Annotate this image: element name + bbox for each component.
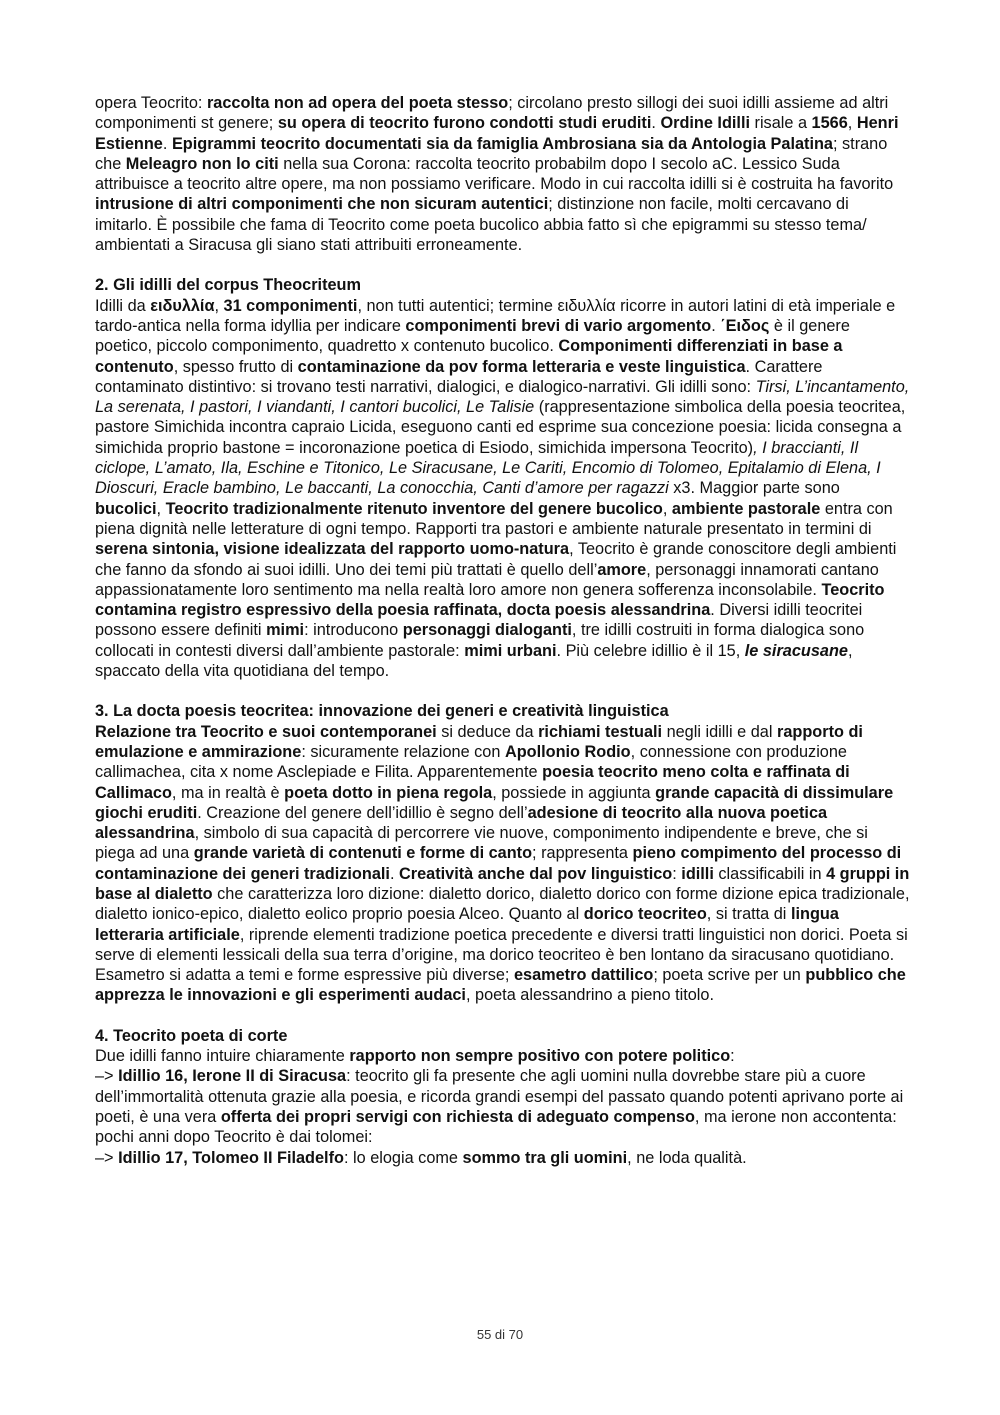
text-run: : [730,1047,735,1066]
italic-text-run: , I braccianti, Il ciclope, L’amato, Ila, Eschine e Titonico, Le Siracusane, Le Cariti, Encomio di Tolomeo, Epitalamio di Elena, I Dioscuri, Eracle bambino, Le baccanti, La conocchia, Canti d’amore per ragazzi [95,438,881,498]
bold-text-run: Epigrammi teocrito documentati sia da famiglia Ambrosiana sia da Antologia Palatina [171,134,833,153]
text-run: . [389,864,399,883]
text-run: ; rappresenta [532,844,633,863]
bold-text-run: pieno compimento del processo di contaminazione dei generi tradizionali [95,844,902,883]
document-page [95,93,910,1168]
section-docta-poesis [95,701,910,1005]
text-run: , simbolo di sua capacità di percorrere vie nuove, componimento indipendente e breve, che si piega ad una [95,824,868,863]
text-run: , non tutti autentici; termine ειδυλλία ricorre in autori latini di età imperiale e tardo-antica nella forma idyllia per indicare [95,296,896,335]
text-run: , riprende elementi tradizione poetica precedente e diversi tratti linguistici non dorici. Poeta si serve di elementi lessicali della sua terra d’origine, ma dorico teocriteo è ben lontano da siracusano quotidiano. Esametro si adatta a temi e forme espressive più diverse; [95,925,908,985]
bold-text-run: esametro dattilico [513,966,654,985]
bold-text-run: rapporto non sempre positivo con potere politico [349,1047,731,1066]
text-run: , si tratta di [706,905,791,924]
section-paragraph [95,296,910,682]
bold-text-run: 4 gruppi in base al dialetto [95,864,910,903]
text-run: Idilli da [95,296,151,315]
text-run: , tre idilli costruiti in forma dialogica sono collocati in contesti diversi dall’ambiente pastorale: [95,621,865,660]
text-run: : teocrito gli fa presente che agli uomini nulla dovrebbe stare più a cuore dell’immortalità ottenuta grazie alla poesia, e ricorda grandi esempi del passato quando potenti aprivano porte ai poeti, è una vera [95,1067,904,1126]
bold-text-run: mimi [266,621,305,640]
text-run: ; distinzione non facile, molti cercavano di imitarlo. È possibile che fama di Teocrito come poeta bucolico abbia fatto sì che epigrammi su stesso tema/ ambientati a Siracusa gli siano stati attribuiti erroneamente. [95,195,867,255]
text-run: ; circolano presto sillogi dei suoi idilli assieme ad altri componimenti st genere; [95,94,889,133]
section-title: 4. Teocrito poeta di corte [95,1026,288,1045]
bold-text-run: raccolta non ad opera del poeta stesso [206,94,509,112]
bold-text-run: amore [597,560,647,579]
bold-text-run: Henri Estienne [95,114,899,153]
bold-text-run: offerta dei propri servigi con richiesta di adeguato compenso [220,1107,695,1126]
text-run: : sicuramente relazione con [301,742,505,761]
text-run: risale a [750,114,812,133]
bold-text-run: su opera di teocrito furono condotti studi eruditi [277,114,652,133]
text-run: , spesso frutto di [173,357,298,376]
bold-text-run: personaggi dialoganti [402,621,572,640]
text-run: nella sua Corona: raccolta teocrito probabilm dopo I secolo aC. Lessico Suda attribuisce a teocrito altre opere, ma non possiamo verificare. Modo in cui raccolta idilli si è costruita ha favorito [95,154,894,194]
text-run: , poeta alessandrino a pieno titolo. [465,986,714,1005]
text-run: che caratterizza loro dizione: dialetto dorico, dialetto dorico con forme dizione epica tradizionale, dialetto ionico-epico, dialetto eolico proprio poesia Alceo. Quanto al [95,884,910,924]
bold-text-run: bucolici [95,499,157,518]
section-paragraph [95,1046,910,1066]
bold-text-run: poeta dotto in piena regola [284,783,493,802]
bold-text-run: Ordine Idilli [660,114,750,133]
text-run: : [672,864,682,883]
section-poeta-di-corte [95,1026,910,1168]
text-run: ; poeta scrive per un [653,966,806,985]
text-run: , connessione con produzione callimachea, cita x nome Asclepiade e Filita. Apparentemente [95,742,847,782]
text-run: , spaccato della vita quotidiana del tempo. [95,641,853,681]
bold-text-run: ειδυλλία [150,296,215,315]
bold-text-run: Teocrito tradizionalmente ritenuto inventore del genere bucolico [165,499,663,518]
bold-text-run: Apollonio Rodio [504,742,631,761]
text-run: . Creazione del genere dell’idillio è segno dell’ [197,803,528,822]
bold-text-run: lingua letteraria artificiale [95,905,839,944]
bold-text-run: ΄Ειδος [720,316,770,335]
text-run: x3. Maggior parte sono [668,479,840,498]
text-run: , [847,114,857,133]
text-run: , personaggi innamorati cantano appassionatamente loro sentimento ma nella realtà loro amore non genera sofferenza inconsolabile. [95,560,879,599]
bold-text-run: richiami testuali [538,722,663,741]
bold-text-run: 31 componimenti [223,296,358,315]
bold-text-run: Meleagro non lo citi [125,154,279,173]
idillio-17-item [95,1148,910,1168]
text-run: . Più celebre idillio è il 15, [556,641,745,660]
text-run: . [162,134,172,153]
italic-text-run: Tirsi, L’incantamento, La serenata, I pastori, I viandanti, I cantori bucolici, Le Talisie [95,377,910,417]
text-run: . [651,114,661,133]
text-run: . Diversi idilli teocritei possono essere definiti [95,601,863,640]
text-run: . Carattere contaminato distintivo: si trovano testi narrativi, dialogici, e dialogico-narrativi. Gli idilli sono: [95,357,823,396]
section-title: 3. La docta poesis teocritea: innovazione dei generi e creatività linguistica [95,702,669,721]
bold-text-run: Componimenti differenziati in base a contenuto [95,337,843,376]
bold-text-run: le siracusane [744,641,848,660]
bold-text-run: mimi urbani [464,641,557,660]
text-run: opera Teocrito: [95,94,207,112]
text-run: , [662,499,672,518]
section-paragraph [95,722,910,1006]
bold-text-run: Teocrito contamina registro espressivo della poesia raffinata, docta poesis alessandrina [95,580,885,620]
text-run: classificabili in [713,864,827,883]
bold-text-run: idilli [681,864,714,883]
text-run: : lo elogia come [343,1148,463,1167]
bold-text-run: Creatività anche dal pov linguistico [399,864,673,883]
bold-text-run: grande varietà di contenuti e forme di canto [193,844,533,863]
text-run: , ma in realtà è [171,783,285,802]
section-idilli [95,275,910,681]
text-run: Due idilli fanno intuire chiaramente [95,1047,350,1066]
text-run: , ne loda qualità. [627,1148,747,1167]
bold-text-run: ambiente pastorale [671,499,821,518]
bold-text-run: dorico teocriteo [583,905,707,924]
bold-text-run: grande capacità di dissimulare giochi eruditi [95,783,894,822]
text-run: , possiede in aggiunta [492,783,656,802]
bold-text-run: Idillio 16, Ierone II di Siracusa [118,1067,347,1086]
bold-text-run: intrusione di altri componimenti che non sicuram autentici [95,195,549,214]
bold-text-run: rapporto di emulazione e ammirazione [95,722,863,761]
bold-text-run: componimenti brevi di vario argomento [405,316,712,335]
bold-text-run: poesia teocrito meno colta e raffinata di Callimaco [95,763,850,802]
text-run: ; strano che [95,134,888,173]
text-run: : introducono [304,621,403,640]
bold-text-run: contaminazione da pov forma letteraria e veste linguistica [297,357,746,376]
idillio-16-item [95,1066,910,1147]
text-run: –> [95,1148,119,1167]
bold-text-run: 1566 [811,114,848,133]
text-run: , Teocrito è grande conoscitore degli ambienti che fanno da sfondo ai suoi idilli. Uno dei temi più trattati è quello dell’ [95,540,897,579]
bold-text-run: serena sintonia, visione idealizzata del rapporto uomo-natura [95,540,570,559]
text-run: . [711,316,721,335]
bold-text-run: adesione di teocrito alla nuova poetica alessandrina [95,803,828,843]
text-run: negli idilli e dal [662,722,777,741]
page-number: 55 di 70 [476,1327,524,1342]
text-run: entra con piena dignità nelle letterature di ogni tempo. Rapporti tra pastori e ambiente naturale presentato in termini di [95,499,893,538]
bold-text-run: sommo tra gli uomini [462,1148,628,1167]
bold-text-run: Idillio 17, Tolomeo II Filadelfo [118,1148,344,1167]
bold-text-run: pubblico che apprezza le innovazioni e gli esperimenti audaci [95,966,906,1005]
text-run: , [214,296,224,315]
text-run: –> [95,1067,119,1086]
text-run: è il genere poetico, piccolo componimento, quadretto x contenuto bucolico. [95,316,850,356]
text-run: , [156,499,166,518]
text-run: , ma ierone non accontenta: pochi anni dopo Teocrito è dai tolomei: [95,1107,897,1147]
bold-text-run: Relazione tra Teocrito e suoi contemporanei [95,722,437,741]
intro-paragraph [95,93,910,255]
section-title: 2. Gli idilli del corpus Theocriteum [95,276,361,295]
text-run: si deduce da [436,722,539,741]
text-run: (rappresentazione simbolica della poesia teocritea, pastore Simichida incontra capraio Licida, eseguono canti ed esprime sua concezione poesia: licida consegna a simichida proprio bastone = incoronazione poetica di Esiodo, simichida impersona Teocrito) [95,398,906,457]
